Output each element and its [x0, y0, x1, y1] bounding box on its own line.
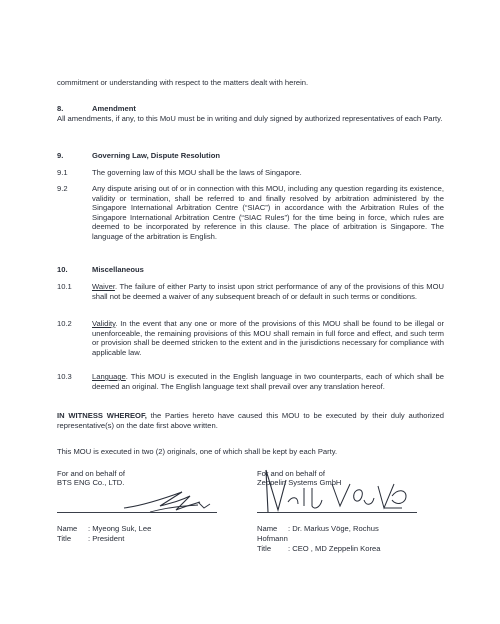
clause-10-1-title: Waiver — [92, 282, 115, 291]
right-signature-icon — [256, 466, 416, 518]
right-title-value: : CEO , MD Zeppelin Korea — [288, 544, 381, 553]
clause-10-3-text — [92, 372, 444, 391]
clause-10-1-body: . The failure of either Party to insist upon strict performance of any of the provisions of this MOU shall not be deemed a waiver of any subsequent breach of or default in such terms or conditions. — [92, 282, 444, 301]
right-party-company: Zeppelin Systems GmbH — [257, 478, 342, 487]
clause-10-3-body: . This MOU is executed in the English language in two counterparts, each of which shall be deemed an original. The English language text shall prevail over any translation hereof. — [92, 372, 444, 391]
clause-10-2-body: . In the event that any one or more of the provisions of this MOU shall be found to be illegal or unenforceable, the remaining provisions of this MOU shall remain in full force and effect, and such term or provision shall be deemed stricken to the extent and in the jurisdictions necessary for compliance with applicable law. — [92, 319, 444, 357]
section-10-heading: Miscellaneous — [92, 265, 144, 274]
originals-line: This MOU is executed in two (2) originals, one of which shall be kept by each Party. — [57, 447, 338, 456]
left-signature-line — [57, 512, 217, 513]
section-9-heading: Governing Law, Dispute Resolution — [92, 151, 220, 160]
clause-10-2-number: 10.2 — [57, 319, 72, 328]
clause-9-1-text: The governing law of this MOU shall be the laws of Singapore. — [92, 168, 302, 177]
clause-10-3-title: Language — [92, 372, 126, 381]
clause-9-1-number: 9.1 — [57, 168, 68, 177]
clause-9-2-number: 9.2 — [57, 184, 68, 193]
left-party-behalf: For and on behalf of — [57, 469, 125, 478]
right-title-label: Title — [257, 544, 272, 553]
clause-9-2-text: Any dispute arising out of or in connection with this MOU, including any question regarding its existence, validity or termination, shall be referred to and finally resolved by arbitration administered by the Singapore International Arbitration Centre (“SIAC”) in accordance with the Arbitration Rules of the Singapore International Arbitration Centre (“SIAC Rules”) for the time being in force, which rules are deemed to be incorporated by reference in this clause. The place of arbitration is Singapore. The language of the arbitration is English. — [92, 184, 444, 241]
left-party-company: BTS ENG Co., LTD. — [57, 478, 125, 487]
clause-10-2-text — [92, 319, 444, 357]
clause-10-2-title: Validity — [92, 319, 116, 328]
section-8-body: All amendments, if any, to this MoU must be in writing and duly signed by authorized representatives of each Party. — [57, 114, 443, 123]
clause-10-1-text — [92, 282, 444, 301]
section-9-number: 9. — [57, 151, 64, 160]
left-name-value: : Myeong Suk, Lee — [88, 524, 152, 533]
section-10-number: 10. — [57, 265, 68, 274]
right-name-continued: Hofmann — [257, 534, 288, 543]
clause-10-1-number: 10.1 — [57, 282, 72, 291]
left-title-value: : President — [88, 534, 125, 543]
witness-lead: IN WITNESS WHEREOF, — [57, 411, 147, 420]
witness-clause — [57, 411, 444, 430]
section-8-number: 8. — [57, 104, 64, 113]
right-name-value: : Dr. Markus Vöge, Rochus — [288, 524, 379, 533]
right-party-behalf: For and on behalf of — [257, 469, 325, 478]
right-name-label: Name — [257, 524, 278, 533]
intro-line: commitment or understanding with respect to the matters dealt with herein. — [57, 78, 309, 87]
left-name-label: Name — [57, 524, 78, 533]
clause-10-3-number: 10.3 — [57, 372, 72, 381]
left-title-label: Title — [57, 534, 72, 543]
right-signature-line — [257, 512, 417, 513]
witness-text: the Parties hereto have caused this MOU to be executed by their duly authorized representative(s) on the date first above written. — [57, 411, 444, 430]
section-8-heading: Amendment — [92, 104, 136, 113]
